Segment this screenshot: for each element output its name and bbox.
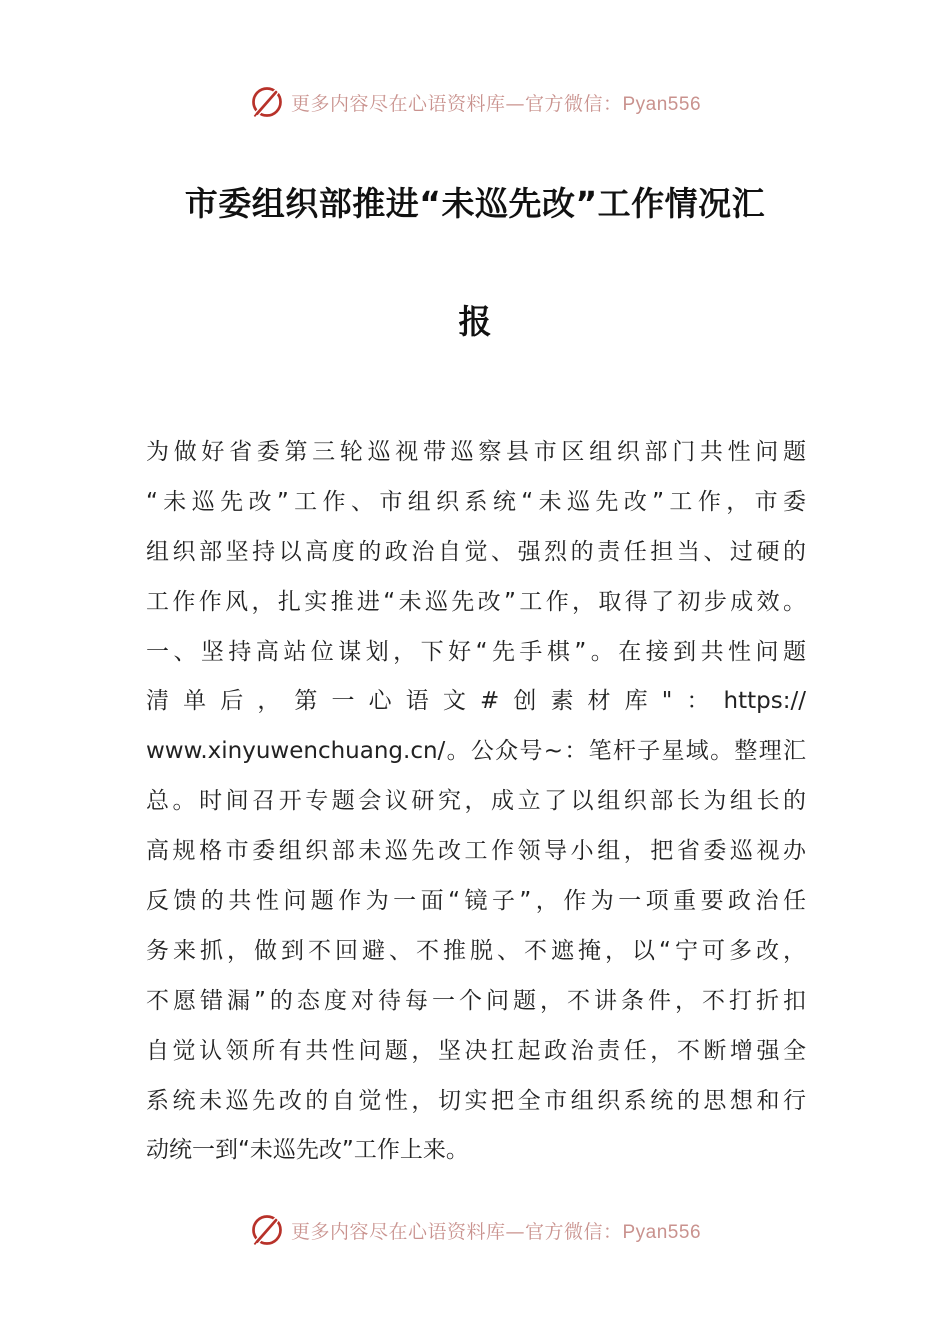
body-line: 组织部坚持以高度的政治自觉、强烈的责任担当、过硬的 (146, 538, 806, 565)
body-line: 为做好省委第三轮巡视带巡察县市区组织部门共性问题 (146, 439, 806, 465)
body-line: 工作作风，扎实推进“未巡先改”工作，取得了初步成效。 (146, 588, 806, 615)
body-line: 系统未巡先改的自觉性，切实把全市组织系统的思想和行 (146, 1087, 806, 1114)
body-line: “未巡先改”工作、市组织系统“未巡先改”工作，市委 (146, 488, 806, 515)
footer-watermark-banner (0, 1210, 950, 1250)
body-line: 务来抓，做到不回避、不推脱、不遮掩，以“宁可多改， (146, 937, 806, 964)
body-line: 一、坚持高站位谋划，下好“先手棋”。在接到共性问题 (146, 638, 806, 665)
document-body (146, 428, 806, 1176)
body-line: 反馈的共性问题作为一面“镜子”，作为一项重要政治任 (146, 888, 806, 915)
banner-cn-text: 更多内容尽在心语资料库—官方微信： (290, 92, 623, 115)
body-line: 不愿错漏”的态度对待每一个问题，不讲条件，不打折扣 (146, 987, 806, 1014)
body-line: www.xinyuwenchuang.cn/。公众号~：笔杆子星域。整理汇 (146, 738, 806, 765)
body-line: 清单后，第一心语文#创素材库"：https:// (146, 688, 806, 715)
banner-cn-text: 更多内容尽在心语资料库—官方微信： (290, 1220, 623, 1243)
pen-logo-icon (249, 1212, 285, 1248)
banner-wechat-id: Pyan556 (622, 1221, 702, 1243)
pen-logo-icon (249, 84, 285, 120)
body-line: 高规格市委组织部未巡先改工作领导小组，把省委巡视办 (146, 838, 806, 865)
banner-label (291, 89, 701, 116)
banner-wechat-id: Pyan556 (622, 93, 702, 115)
body-line: 自觉认领所有共性问题，坚决扛起政治责任，不断增强全 (146, 1037, 806, 1064)
document-title-line-1: 市委组织部推进“未巡先改”工作情况汇 (184, 184, 766, 223)
body-line: 总。时间召开专题会议研究，成立了以组织部长为组长的 (146, 788, 806, 815)
header-watermark-banner (0, 82, 950, 122)
document-title-line-2: 报 (458, 302, 492, 341)
body-line: 动统一到“未巡先改”工作上来。 (146, 1137, 469, 1164)
banner-label (291, 1217, 701, 1244)
